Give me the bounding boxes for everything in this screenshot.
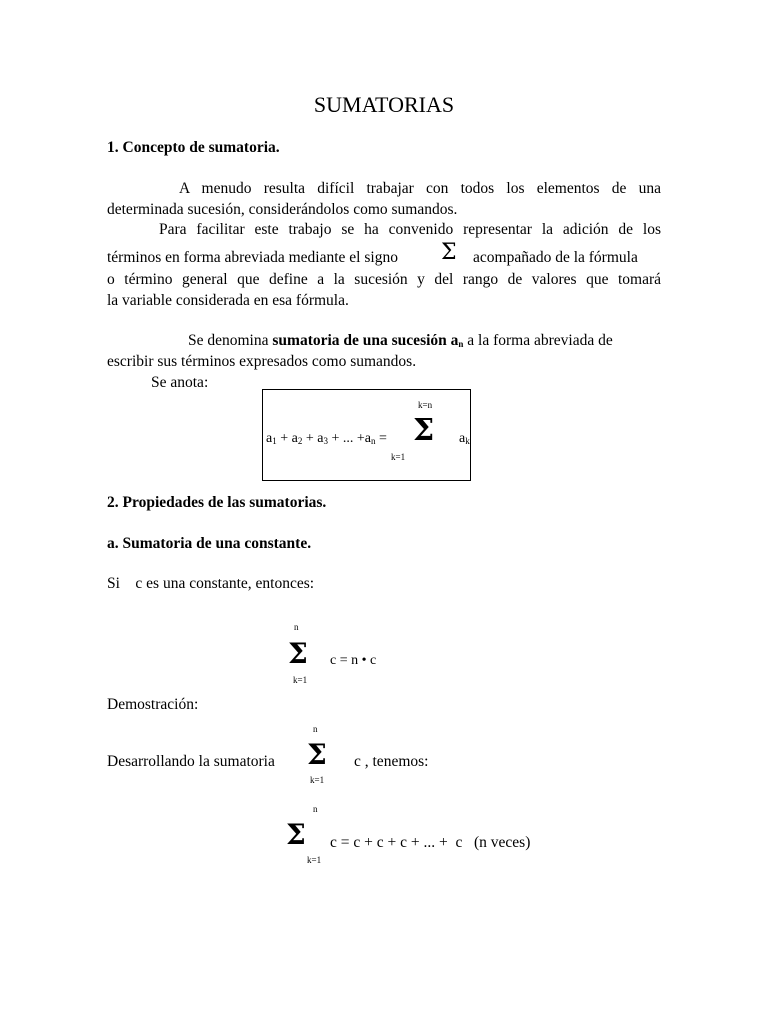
fb-s2: 2 — [297, 436, 303, 446]
page-title: SUMATORIAS — [313, 92, 455, 117]
demostracion-label: Demostración: — [107, 696, 199, 713]
p3-post: a la forma abreviada de — [467, 332, 613, 349]
desarrollando-text: Desarrollando la sumatoria — [107, 753, 275, 770]
formula-3-lower-limit: k=1 — [307, 855, 322, 865]
formula-2-lower-limit: k=1 — [310, 775, 325, 785]
p3-pre: Se denomina — [188, 332, 269, 349]
formula-2-upper-limit: n — [313, 724, 318, 734]
formula-1-upper-limit: n — [294, 622, 299, 632]
fb-term: a — [459, 431, 466, 446]
section-1-heading: 1. Concepto de sumatoria. — [107, 139, 280, 156]
section-2-heading: 2. Propiedades de las sumatorias. — [107, 494, 327, 511]
paragraph-3-line-2: escribir sus términos expresados como sumandos. — [107, 353, 417, 370]
formula-box-sigma-icon: Σ — [413, 413, 435, 448]
paragraph-1-line-2: determinada sucesión, considerándolos como sumandos. — [107, 201, 458, 218]
p3-bold: sumatoria de una sucesión a — [272, 332, 459, 349]
formula-box-upper-limit: k=n — [418, 400, 433, 410]
paragraph-2-line-3: o término general que define a la sucesión y del rango de valores que tomará — [107, 271, 661, 288]
paragraph-3-line-1 — [188, 332, 613, 350]
fb-s3: 3 — [323, 436, 328, 446]
constant-statement: Si c es una constante, entonces: — [107, 575, 315, 592]
fb-a1: a — [266, 431, 273, 446]
sigma-inline-icon: Σ — [441, 240, 457, 265]
formula-3-expression: c = c + c + c + ... + c (n veces) — [330, 834, 531, 851]
paragraph-2-line-1: Para facilitar este trabajo se ha convenido representar la adición de los — [159, 221, 661, 238]
paragraph-1-line-1: A menudo resulta difícil trabajar con todos los elementos de una — [179, 180, 661, 197]
formula-2-expression: c , tenemos: — [354, 753, 429, 770]
formula-box-lower-limit: k=1 — [391, 452, 406, 462]
formula-box-term — [459, 431, 470, 447]
formula-3-sigma-icon: Σ — [286, 818, 306, 851]
formula-1-lower-limit: k=1 — [293, 675, 308, 685]
formula-3-upper-limit: n — [313, 804, 318, 814]
formula-1-expression: c = n • c — [330, 653, 377, 668]
formula-2-sigma-icon: Σ — [307, 738, 327, 771]
fb-plus2: + a — [302, 431, 324, 446]
fb-sn: n — [370, 436, 376, 446]
subsection-a-heading: a. Sumatoria de una constante. — [107, 535, 312, 552]
p3-bold-sub: n — [458, 339, 464, 349]
se-anota-label: Se anota: — [151, 374, 209, 391]
formula-1-sigma-icon: Σ — [288, 637, 308, 670]
paragraph-2-line-4: la variable considerada en esa fórmula. — [107, 292, 349, 309]
paragraph-2-line-2a: términos en forma abreviada mediante el signo — [107, 249, 398, 266]
fb-term-sub: k — [465, 436, 470, 446]
fb-plus1: + a — [276, 431, 298, 446]
paragraph-2-line-2b: acompañado de la fórmula — [473, 249, 638, 266]
fb-plus3: + ... +a — [327, 431, 371, 446]
fb-s1: 1 — [272, 436, 277, 446]
formula-box-expansion — [266, 431, 387, 447]
fb-equals: = — [375, 431, 387, 446]
